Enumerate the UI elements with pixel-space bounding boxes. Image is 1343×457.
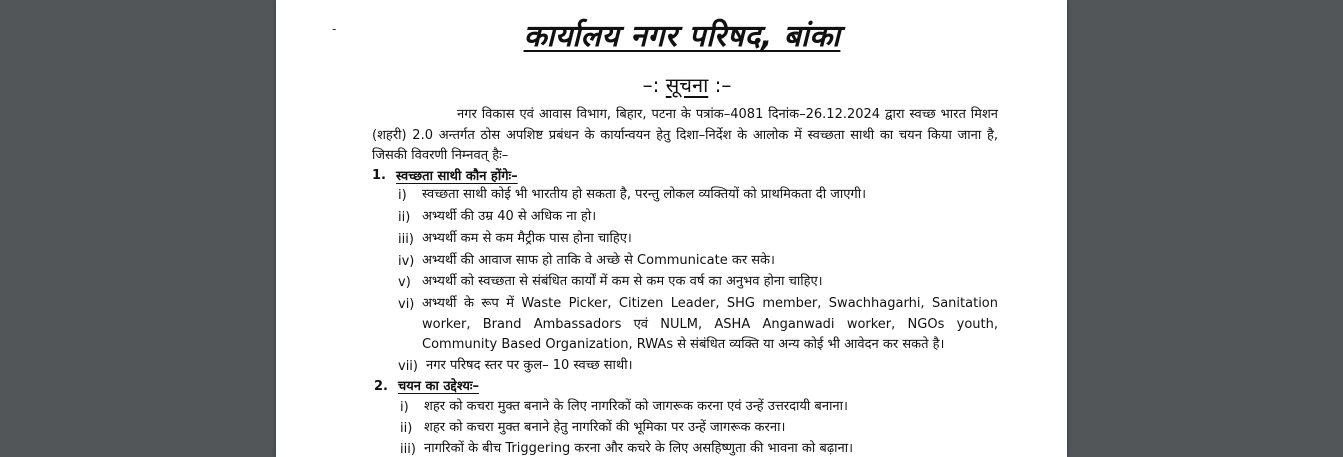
section1-item-5-number: v) <box>398 275 411 290</box>
section2-item-1-number: i) <box>400 400 409 415</box>
margin-mark: - <box>332 22 337 36</box>
section1-item-1-text: स्वच्छता साथी कोई भी भारतीय हो सकता है, परन्तु लोकल व्यक्तियों को प्राथमिकता दी जाएगी। <box>422 187 867 202</box>
section1-heading: स्वच्छता साथी कौन होंगेः– <box>396 169 518 184</box>
section1-item-2-text: अभ्यर्थी की उम्र 40 से अधिक ना हो। <box>422 209 597 224</box>
section2-heading: चयन का उद्देश्यः– <box>398 379 480 394</box>
section1-item-3-number: iii) <box>398 232 414 247</box>
section2-item-2-text: शहर को कचरा मुक्त बनाने हेतु नागरिकों की भूमिका पर उन्हें जागरूक करना। <box>424 420 786 435</box>
section2-item-3-number: iii) <box>400 442 416 457</box>
section1-item-3-text: अभ्यर्थी कम से कम मैट्रीक पास होना चाहिए। <box>422 231 632 246</box>
section1-item-4-number: iv) <box>398 254 415 269</box>
section1-item-6-number: vi) <box>398 297 415 312</box>
notice-heading <box>276 71 1067 98</box>
section2-item-3-text: नागरिकों के बीच Triggering करना और कचरे के लिए असहिष्णुता की भावना को बढ़ाना। <box>424 441 854 456</box>
intro-paragraph: नगर विकास एवं आवास विभाग, बिहार, पटना के पत्रांक–4081 दिनांक–26.12.2024 द्वारा स्वच्छ भारत मिशन (शहरी) 2.0 अन्तर्गत ठोस अपशिष्ट प्रबंधन के कार्यान्वयन हेतु दिशा–निर्देश के आलोक में स्वच्छता साथी का चयन किया जाना है, जिसकी विवरणी निम्नवत् हैः– <box>372 107 998 163</box>
section1-item-7-text: नगर परिषद स्तर पर कुल– 10 स्वच्छ साथी। <box>426 358 633 373</box>
notice-suffix: :– <box>708 73 732 97</box>
notice-label: सूचना <box>665 73 709 97</box>
section1-number: 1. <box>372 168 386 183</box>
section1-item-6-text: अभ्यर्थी के रूप में Waste Picker, Citizen Leader, SHG member, Swachhagarhi, Sanitation worker, Brand Ambassadors एवं NULM, ASHA Anganwadi worker, NGOs youth, Community Based Organization, RWAs से संबंधित व्यक्ति या अन्य कोई भी आवेदन कर सकते है। <box>422 296 998 352</box>
section1-item-5-text: अभ्यर्थी को स्वच्छता से संबंधित कार्यों में कम से कम एक वर्ष का अनुभव होना चाहिए। <box>422 274 823 289</box>
document-page <box>276 0 1067 457</box>
section2-number: 2. <box>374 379 388 394</box>
office-title: कार्यालय नगर परिषद, बांका <box>523 19 841 54</box>
section1-item-7-number: vii) <box>398 359 418 374</box>
notice-prefix: –: <box>642 73 666 97</box>
section1-item-1-number: i) <box>398 188 407 203</box>
section2-item-2-number: ii) <box>400 421 413 436</box>
section1-item-4-text: अभ्यर्थी की आवाज साफ हो ताकि वे अच्छे से Communicate कर सके। <box>422 253 775 268</box>
section1-item-2-number: ii) <box>398 210 411 225</box>
section2-item-1-text: शहर को कचरा मुक्त बनाने के लिए नागरिकों को जागरूक करना एवं उन्हें उत्तरदायी बनाना। <box>424 399 848 414</box>
